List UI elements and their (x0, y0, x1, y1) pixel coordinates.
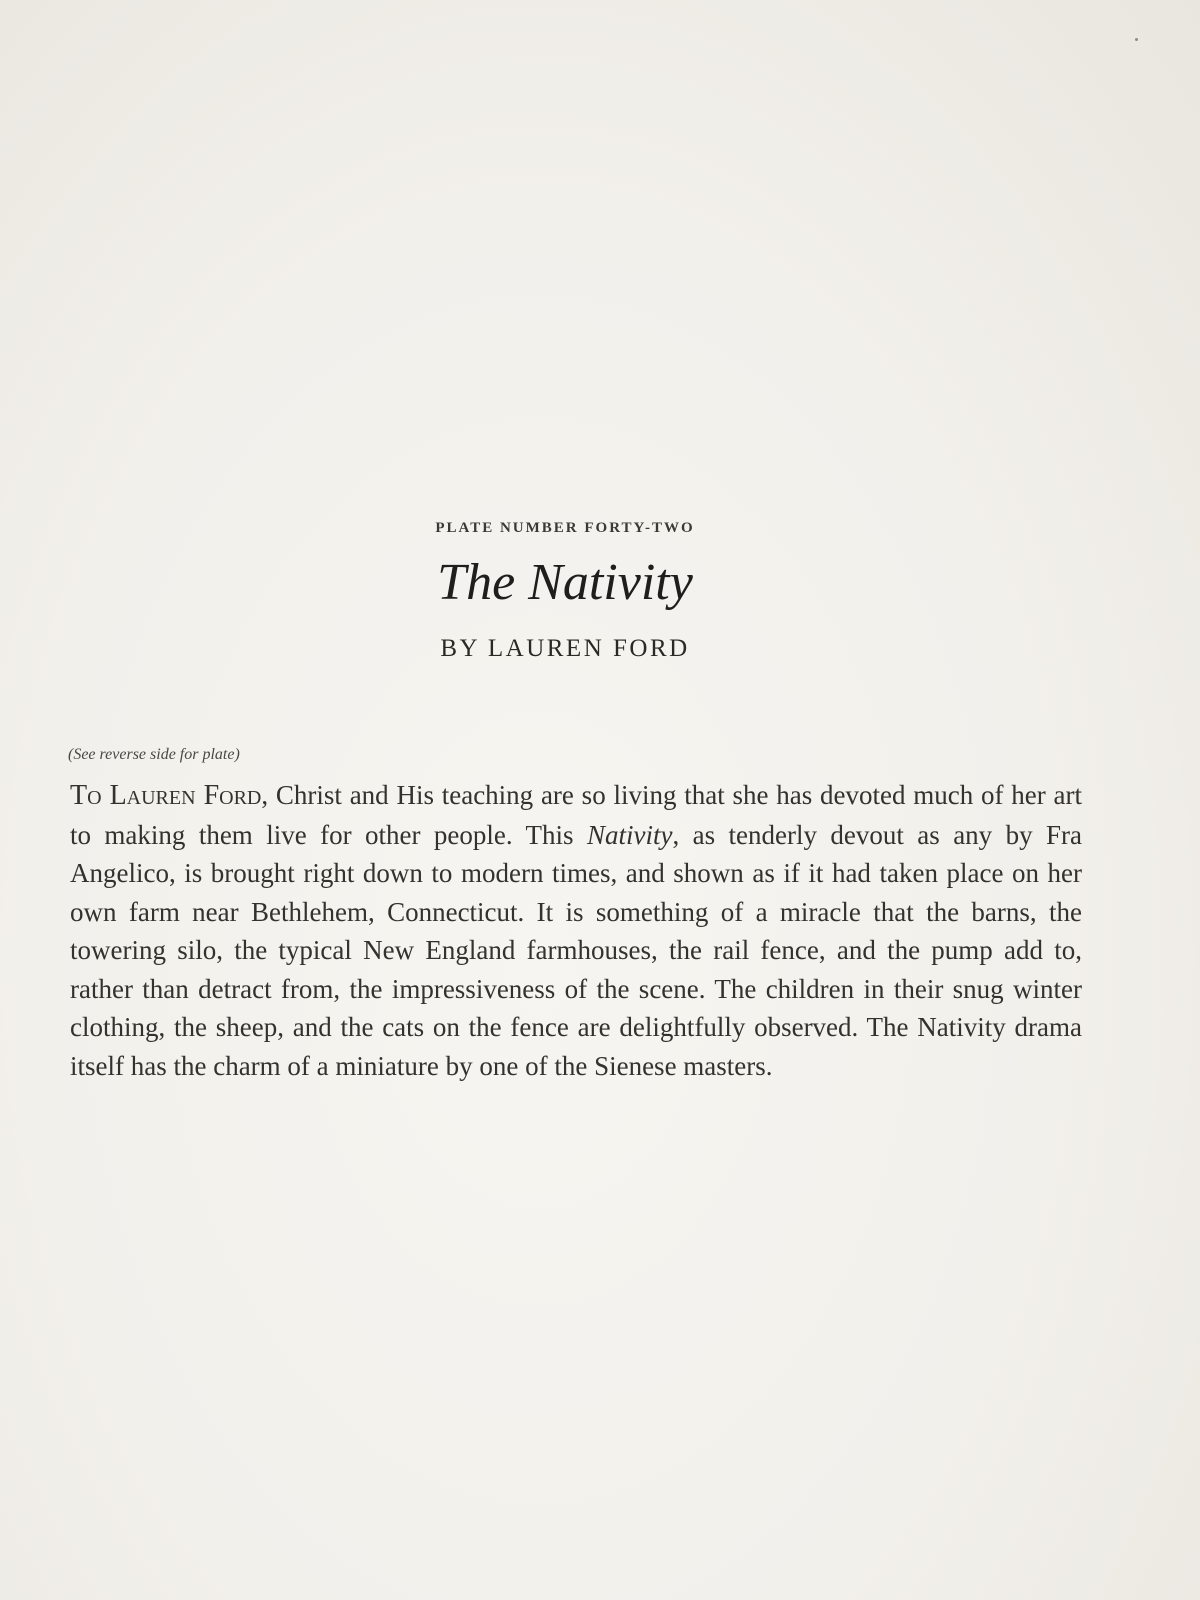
paragraph-text-part-2: , as tenderly devout as any by Fra Angelico, is brought right down to modern times, and shown as if it had taken place on her own farm near Bethlehem, Connecticut. It is something of a miracle that the barns, the towering silo, the typical New England farmhouses, the rail fence, and the pump add to, rather than detract from, the impressiveness of the scene. The children in their snug winter clothing, the sheep, and the cats on the fence are delightfully observed. The Nativity drama itself has the charm of a miniature by one of the Sienese masters. (70, 819, 1083, 1081)
emphasized-title: Nativity (586, 819, 673, 850)
description-paragraph (70, 776, 1082, 1085)
lead-in-text: To Lauren Ford (70, 780, 262, 811)
plate-number: PLATE NUMBER FORTY-TWO (435, 520, 695, 536)
plate-artist: BY LAUREN FORD (440, 635, 690, 662)
paper-speck (1135, 38, 1138, 41)
reverse-side-note: (See reverse side for plate) (68, 746, 240, 763)
plate-heading (0, 520, 1130, 663)
paragraph-text-part-1: , Christ and His teaching are so living that she has devoted much of her art to making them live for other people. This (70, 780, 1083, 850)
plate-title: The Nativity (437, 554, 693, 611)
